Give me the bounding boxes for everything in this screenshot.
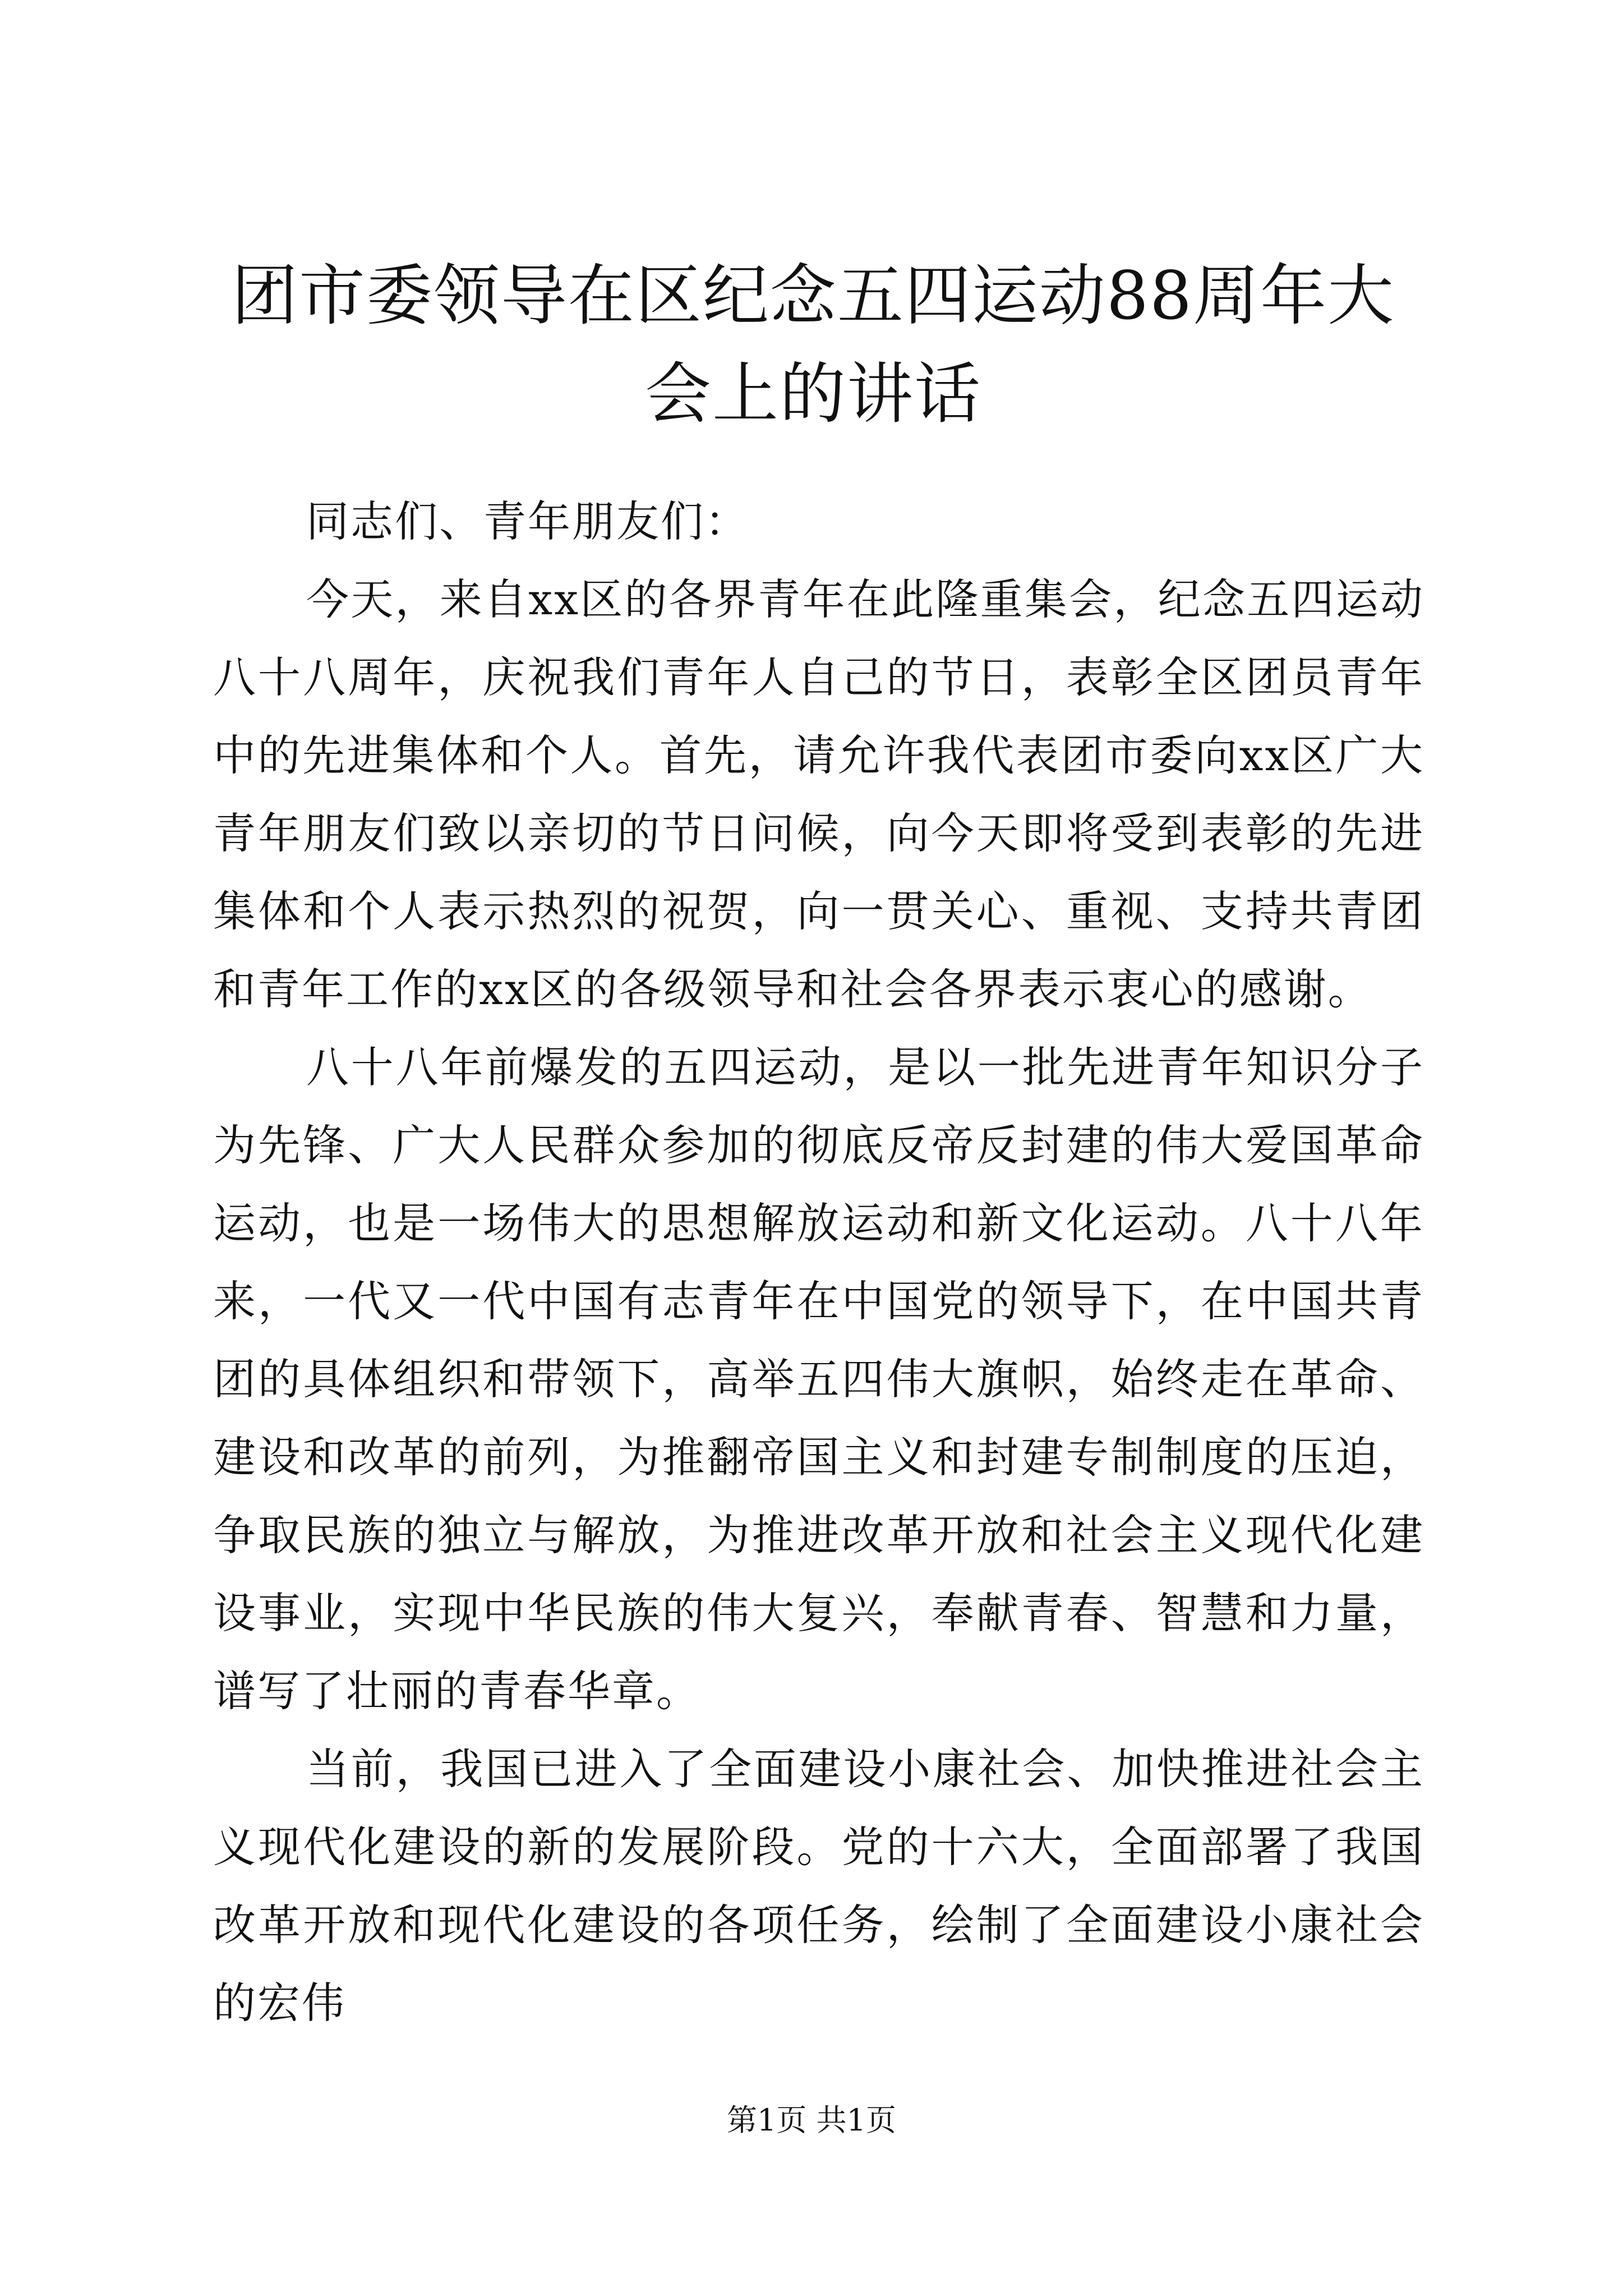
paragraph-salutation: 同志们、青年朋友们： [306,496,749,546]
paragraph-2: 八十八年前爆发的五四运动，是以一批先进青年知识分子为先锋、广大人民群众参加的彻底反帝反封建的伟大爱国革命运动，也是一场伟大的思想解放运动和新文化运动。八十八年来，一代又一代中国有志青年在中国党的领导下，在中国共青团的具体组织和带领下，高举五四伟大旗帜，始终走在革命、建设和改革的前列，为推翻帝国主义和封建专制制度的压迫，争取民族的独立与解放，为推进改革开放和社会主义现代化建设事业，实现中华民族的伟大复兴，奉献青春、智慧和力量，谱写了壮丽的青春华章。 [213,1042,1424,1716]
document-title: 团市委领导在区纪念五四运动88周年大会上的讲话 [231,257,1395,432]
page-footer: 第1页 共1页 [727,2102,896,2138]
document-body [213,482,1424,2042]
paragraph-1: 今天，来自xx区的各界青年在此隆重集会，纪念五四运动八十八周年，庆祝我们青年人自己的节日，表彰全区团员青年中的先进集体和个人。首先，请允许我代表团市委向xx区广大青年朋友们致以亲切的节日问候，向今天即将受到表彰的先进集体和个人表示热烈的祝贺，向一贯关心、重视、支持共青团和青年工作的xx区的各级领导和社会各界表示衷心的感谢。 [213,574,1424,1014]
paragraph-3: 当前，我国已进入了全面建设小康社会、加快推进社会主义现代化建设的新的发展阶段。党的十六大，全面部署了我国改革开放和现代化建设的各项任务，绘制了全面建设小康社会的宏伟 [213,1744,1424,2028]
